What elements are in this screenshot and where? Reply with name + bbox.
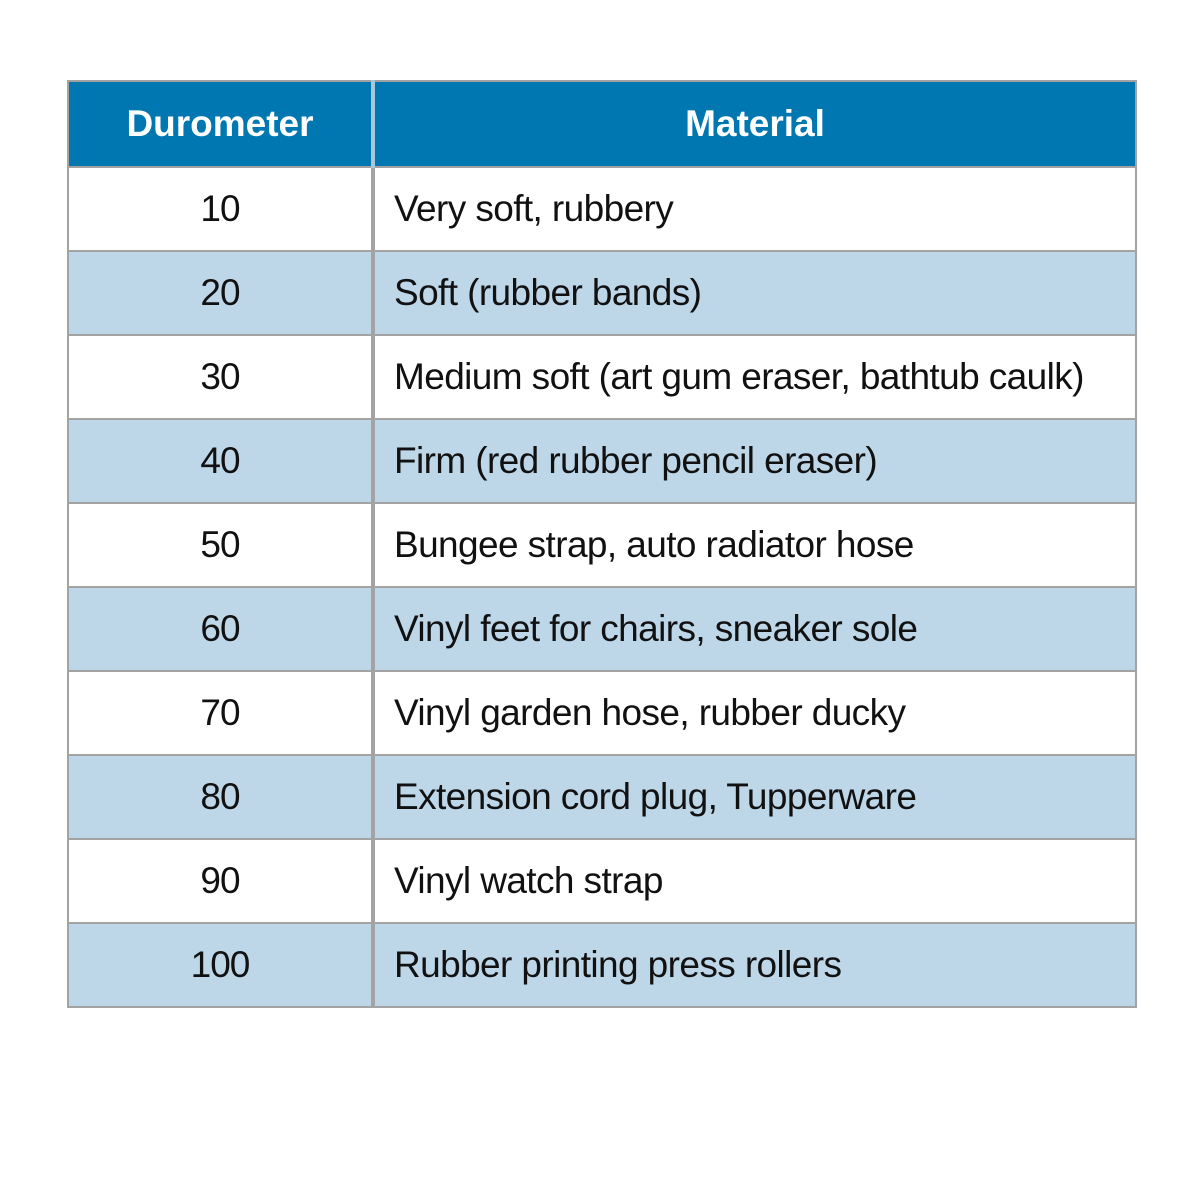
durometer-cell: 50 <box>68 503 373 587</box>
table-row <box>68 167 1136 251</box>
durometer-table-container <box>67 80 1135 1008</box>
table-body <box>68 167 1136 1007</box>
table-row <box>68 335 1136 419</box>
durometer-cell: 10 <box>68 167 373 251</box>
material-cell: Firm (red rubber pencil eraser) <box>373 419 1136 503</box>
table-row <box>68 587 1136 671</box>
table-row <box>68 671 1136 755</box>
material-cell: Vinyl watch strap <box>373 839 1136 923</box>
durometer-cell: 70 <box>68 671 373 755</box>
table-row <box>68 503 1136 587</box>
durometer-cell: 80 <box>68 755 373 839</box>
material-cell: Bungee strap, auto radiator hose <box>373 503 1136 587</box>
header-durometer: Durometer <box>68 81 373 167</box>
durometer-cell: 100 <box>68 923 373 1007</box>
material-cell: Very soft, rubbery <box>373 167 1136 251</box>
durometer-table <box>67 80 1137 1008</box>
table-row <box>68 251 1136 335</box>
material-cell: Extension cord plug, Tupperware <box>373 755 1136 839</box>
material-cell: Vinyl garden hose, rubber ducky <box>373 671 1136 755</box>
durometer-cell: 40 <box>68 419 373 503</box>
header-row <box>68 81 1136 167</box>
table-row <box>68 419 1136 503</box>
durometer-cell: 60 <box>68 587 373 671</box>
material-cell: Vinyl feet for chairs, sneaker sole <box>373 587 1136 671</box>
header-material: Material <box>373 81 1136 167</box>
table-row <box>68 755 1136 839</box>
durometer-cell: 30 <box>68 335 373 419</box>
material-cell: Medium soft (art gum eraser, bathtub caulk) <box>373 335 1136 419</box>
table-header <box>68 81 1136 167</box>
durometer-cell: 20 <box>68 251 373 335</box>
material-cell: Soft (rubber bands) <box>373 251 1136 335</box>
durometer-cell: 90 <box>68 839 373 923</box>
material-cell: Rubber printing press rollers <box>373 923 1136 1007</box>
table-row <box>68 923 1136 1007</box>
table-row <box>68 839 1136 923</box>
